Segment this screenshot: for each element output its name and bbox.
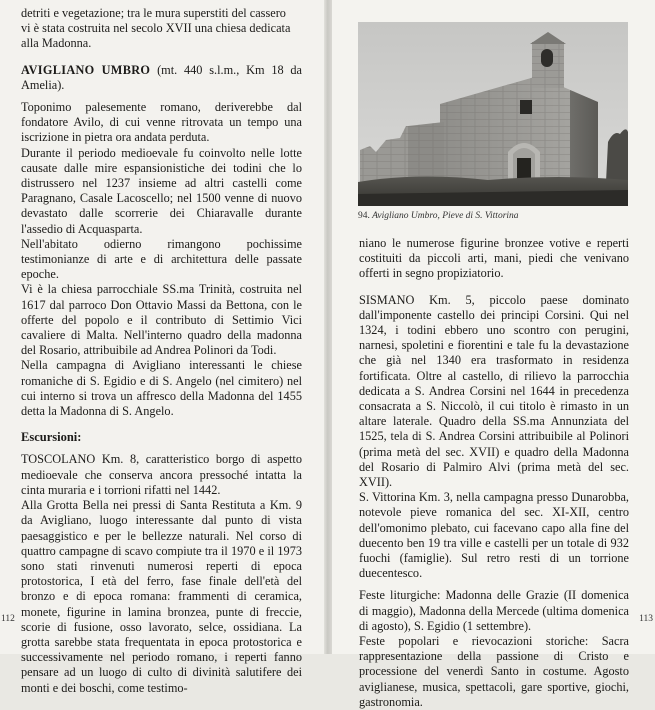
church-photo xyxy=(358,22,628,206)
paragraph-toponimo: Toponimo palesemente romano, deriverebbe dal fondatore Avilo, di cui venne ritrovata un tempo una iscrizione in pietra ora andata perduta. xyxy=(21,100,302,145)
left-page xyxy=(0,0,327,695)
escursioni-heading: Escursioni: xyxy=(21,430,82,445)
right-column xyxy=(359,236,629,710)
paragraph-campagna: Nella campagna di Avigliano interessanti le chiese romaniche di S. Egidio e di S. Angelo (nel cimitero) nel cui interno si trova un affresco della Madonna del 1455 detta la Madonna di S. Angelo. xyxy=(21,358,302,419)
escursione-grotta-bella: Alla Grotta Bella nei pressi di Santa Restituta a Km. 9 da Avigliano, luogo interessante dal punto di vista paesaggistico e per le bellezze naturali. Nel corso di quattro campagne di scavo compiute tra il 1970 e il 1973 sono stati rinvenuti numerosi reperti di epoca protostorica, I età del ferro, fase finale dell'età del bronzo e di epoca romana: frammenti di ceramica, monete, figurine in lamina bronzea, punte di freccie, scorie di fusione, osso lavorato, selce, ossidiana. La grotta sarebbe stata frequentata in epoca protostorica e successivamente nel periodo romano, i reperti fanno pensare ad un luogo di culto di divinità salutifere dei monti e dei boschi, come testimo- xyxy=(21,498,302,695)
intro-line-1: detriti e vegetazione; tra le mura superstiti del cassero xyxy=(21,6,286,20)
page-number-right: 113 xyxy=(639,614,653,624)
paragraph-medioevo: Durante il periodo medioevale fu coinvolto nelle lotte causate dalle mire espansionistiche dei todini che lo distrussero nel 1237 insieme ad altri castelli come Paragnano, Casale Lacoscello; nel 1500 venne di nuovo devastato dalle scorrerie dei Chiaravalle durante l'assedio di Acquasparta. xyxy=(21,145,302,236)
paragraph-abitato: Nell'abitato odierno rimangono pochissime testimonianze di arte e di architettura delle passate epoche. xyxy=(21,236,302,282)
book-gutter xyxy=(324,0,332,654)
left-column xyxy=(21,6,302,696)
paragraph-chiesa: Vi è la chiesa parrocchiale SS.ma Trinità, costruita nel 1617 dal parroco Don Ottavio Massi da Bettona, con le offerte del popolo e il contributo di Settimio Vici cavaliere di Malta. Nell'interno quadro della madonna del Rosario, attribuibile ad Andrea Polinori da Todi. xyxy=(21,282,302,358)
entry-meta: (mt. 440 s.l.m., Km 18 da Amelia). xyxy=(21,62,303,92)
entry-title: AVIGLIANO UMBRO xyxy=(21,62,151,77)
intro-line-2: vi è stata costruita nel secolo XVII una chiesa dedicata xyxy=(21,21,291,36)
church-photo-image xyxy=(358,22,628,206)
page-number-left: 112 xyxy=(1,614,15,624)
escursione-toscolano: TOSCOLANO Km. 8, caratteristico borgo di aspetto medioevale che conserva ancora pressoché intatta la cinta muraria e i torrioni rifatti nel 1442. xyxy=(21,452,302,497)
caption-text: Avigliano Umbro, Pieve di S. Vittorina xyxy=(372,211,519,221)
entry-header xyxy=(21,63,302,93)
caption-number: 94. xyxy=(358,211,370,221)
continued-paragraph: niano le numerose figurine bronzee votive e reperti costituiti da piccoli arti, mani, piedi che venivano offerti in segno propiziatorio. xyxy=(359,236,629,281)
feste-popolari: Feste popolari e rievocazioni storiche: Sacra rappresentazione della passione di Cristo e processione del venerdì Santo in costume. Agosto aviglianese, musica, spettacoli, gare sportive, giochi, gastronomia. xyxy=(359,634,629,709)
paragraph-vittorina: S. Vittorina Km. 3, nella campagna presso Dunarobba, notevole pieve romanica del sec. XI-XII, centro dell'omonimo plebato, cui facevano capo alla fine del duecento ben 19 tra ville e castelli per un totale di 932 fuochi (famiglie). Sul retro resti di un torrione duecentesco. xyxy=(359,490,629,581)
intro-line-3: alla Madonna. xyxy=(21,36,92,51)
feste-liturgiche: Feste liturgiche: Madonna delle Grazie (II domenica di maggio), Madonna della Mercede (ultima domenica di agosto), S. Egidio (1 settembre). xyxy=(359,588,629,633)
photo-caption xyxy=(358,211,628,221)
paragraph-sismano: SISMANO Km. 5, piccolo paese dominato dall'imponente castello dei principi Corsini. Qui nel 1324, i todini ebbero uno scontro con perugini, narnesi, spoletini e fiorentini e tale fu la devastazione che già nel 1340 era trasformato in residenza fortificata. Oltre al castello, di rilievo la parrocchia dedicata a S. Andrea Corsini nel 1644 in precedenza consacrata a S. Niccolò, il cui titolo è rimasto in un altare laterale. Quadro della SS.ma Annunziata del 1525, tela di S. Andrea Corsini attribuibile al Polinori (prima metà del sec. XVII) e quadro della Madonna del Rosario di Palmiro Alvi (prima metà del sec. XVII). xyxy=(359,292,629,490)
